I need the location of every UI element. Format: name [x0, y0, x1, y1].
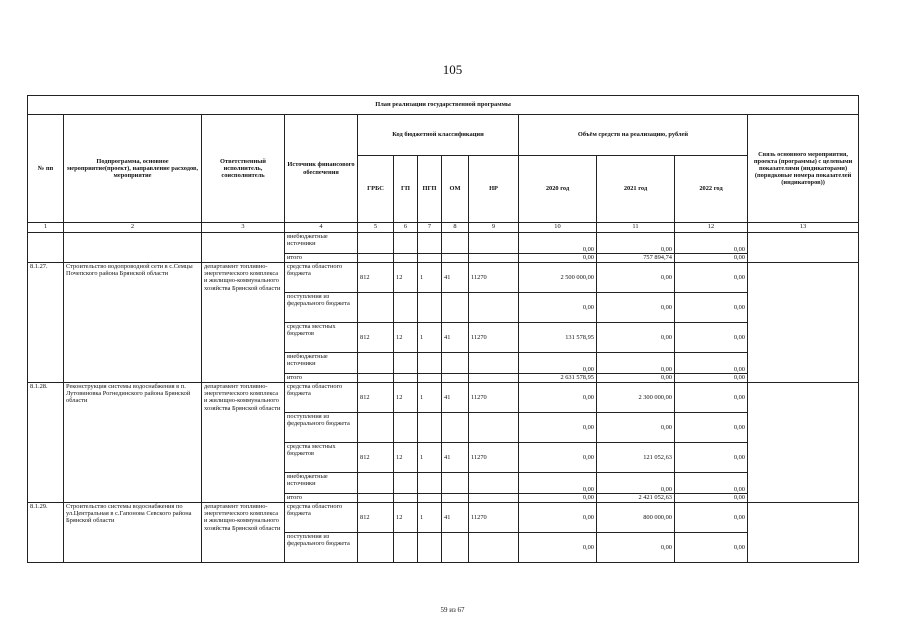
colnum: 9: [469, 223, 519, 233]
header-pgp: ПГП: [418, 156, 442, 223]
value-2020: 0,00: [519, 233, 597, 254]
item-name: Строительство системы водоснабжения по ул.Центральная в с.Гапонова Севского района Брянской области: [64, 503, 202, 563]
value-2022: 0,00: [675, 254, 748, 263]
table-row: [28, 503, 859, 533]
header-gp: ГП: [394, 156, 418, 223]
gp-cell: 12: [394, 443, 418, 473]
header-indicators: Связь основного мероприятия, проекта (программы) с целевыми показателями (индикаторами) (порядковые номера показателей (индикаторов)): [748, 115, 859, 223]
np-cell: 11270: [469, 263, 519, 293]
grbs-cell: 812: [358, 503, 394, 533]
colnum: 5: [358, 223, 394, 233]
colnum: 10: [519, 223, 597, 233]
colnum: 1: [28, 223, 64, 233]
item-number: 8.1.28.: [28, 383, 64, 503]
header-2021: 2021 год: [597, 156, 675, 223]
header-grbs: ГРБС: [358, 156, 394, 223]
colnum: 6: [394, 223, 418, 233]
value-2021: 0,00: [597, 473, 675, 494]
value-2022: 0,00: [675, 503, 748, 533]
value-2020: 131 578,95: [519, 323, 597, 353]
gp-cell: 12: [394, 323, 418, 353]
header-2020: 2020 год: [519, 156, 597, 223]
value-2020: 2 500 000,00: [519, 263, 597, 293]
value-2022: 0,00: [675, 533, 748, 563]
np-cell: 11270: [469, 503, 519, 533]
value-2022: 0,00: [675, 293, 748, 323]
header-row-1: [28, 115, 859, 156]
value-2022: 0,00: [675, 374, 748, 383]
grbs-cell: 812: [358, 443, 394, 473]
value-2020: 0,00: [519, 533, 597, 563]
value-2022: 0,00: [675, 323, 748, 353]
value-2021: 0,00: [597, 374, 675, 383]
table-title: План реализации государственной программы: [28, 96, 859, 115]
grbs-cell: 812: [358, 383, 394, 413]
source-cell: поступления из федерального бюджета: [285, 533, 358, 563]
table-row: [28, 263, 859, 293]
value-2020: 0,00: [519, 413, 597, 443]
item-name: Строительство водопроводной сети в с.Семцы Почепского района Брянской области: [64, 263, 202, 383]
item-number: 8.1.29.: [28, 503, 64, 563]
source-cell: средства местных бюджетов: [285, 323, 358, 353]
header-source: Источник финансового обеспечения: [285, 115, 358, 223]
value-2021: 0,00: [597, 353, 675, 374]
item-responsible: департамент топливно-энергетического комплекса и жилищно-коммунального хозяйства Брянской области: [202, 383, 285, 503]
header-responsible: Ответственный исполнитель, соисполнитель: [202, 115, 285, 223]
colnum: 4: [285, 223, 358, 233]
value-2020: 2 631 578,95: [519, 374, 597, 383]
value-2021: 757 894,74: [597, 254, 675, 263]
colnum: 2: [64, 223, 202, 233]
header-name: Подпрограмма, основное мероприятие(проект), направление расходов, мероприятие: [64, 115, 202, 223]
source-cell: средства областного бюджета: [285, 503, 358, 533]
colnum: 11: [597, 223, 675, 233]
value-2020: 0,00: [519, 254, 597, 263]
value-2022: 0,00: [675, 473, 748, 494]
np-cell: 11270: [469, 323, 519, 353]
np-cell: 11270: [469, 443, 519, 473]
value-2021: 800 000,00: [597, 503, 675, 533]
plan-table: [27, 95, 859, 563]
value-2020: 0,00: [519, 353, 597, 374]
colnum: 3: [202, 223, 285, 233]
source-cell: средства местных бюджетов: [285, 443, 358, 473]
value-2022: 0,00: [675, 263, 748, 293]
value-2020: 0,00: [519, 494, 597, 503]
np-cell: 11270: [469, 383, 519, 413]
table-row: [28, 383, 859, 413]
value-2021: 0,00: [597, 233, 675, 254]
colnum: 13: [748, 223, 859, 233]
item-responsible: департамент топливно-энергетического комплекса и жилищно-коммунального хозяйства Брянской области: [202, 503, 285, 563]
source-cell: итого: [285, 374, 358, 383]
value-2021: 2 421 052,63: [597, 494, 675, 503]
footer-page-count: 59 из 67: [440, 606, 465, 614]
value-2022: 0,00: [675, 383, 748, 413]
source-cell: внебюджетные источники: [285, 233, 358, 254]
header-no: № пп: [28, 115, 64, 223]
item-number: 8.1.27.: [28, 263, 64, 383]
table-title-row: [28, 96, 859, 115]
om-cell: 41: [442, 263, 469, 293]
source-cell: итого: [285, 494, 358, 503]
header-2022: 2022 год: [675, 156, 748, 223]
grbs-cell: 812: [358, 263, 394, 293]
om-cell: 41: [442, 443, 469, 473]
gp-cell: 12: [394, 263, 418, 293]
page-number: 105: [442, 62, 463, 77]
om-cell: 41: [442, 323, 469, 353]
source-cell: средства областного бюджета: [285, 263, 358, 293]
value-2022: 0,00: [675, 494, 748, 503]
value-2021: 0,00: [597, 533, 675, 563]
value-2021: 0,00: [597, 413, 675, 443]
table-row: [28, 233, 859, 254]
value-2022: 0,00: [675, 443, 748, 473]
value-2021: 0,00: [597, 293, 675, 323]
source-cell: средства областного бюджета: [285, 383, 358, 413]
value-2020: 0,00: [519, 503, 597, 533]
om-cell: 41: [442, 383, 469, 413]
colnum: 12: [675, 223, 748, 233]
item-name: Реконструкция системы водоснабжения в п. Лутовиновка Рогнединского района Брянской области: [64, 383, 202, 503]
pgp-cell: 1: [418, 503, 442, 533]
pgp-cell: 1: [418, 263, 442, 293]
header-om: ОМ: [442, 156, 469, 223]
source-cell: итого: [285, 254, 358, 263]
value-2022: 0,00: [675, 233, 748, 254]
source-cell: внебюджетные источники: [285, 353, 358, 374]
value-2020: 0,00: [519, 383, 597, 413]
gp-cell: 12: [394, 383, 418, 413]
value-2021: 2 300 000,00: [597, 383, 675, 413]
value-2022: 0,00: [675, 413, 748, 443]
source-cell: поступления из федерального бюджета: [285, 413, 358, 443]
pgp-cell: 1: [418, 323, 442, 353]
value-2022: 0,00: [675, 353, 748, 374]
source-cell: внебюджетные источники: [285, 473, 358, 494]
gp-cell: 12: [394, 503, 418, 533]
colnum: 7: [418, 223, 442, 233]
source-cell: поступления из федерального бюджета: [285, 293, 358, 323]
header-budget-code: Код бюджетной классификации: [358, 115, 519, 156]
value-2020: 0,00: [519, 443, 597, 473]
column-numbers-row: [28, 223, 859, 233]
colnum: 8: [442, 223, 469, 233]
item-responsible: департамент топливно-энергетического комплекса и жилищно-коммунального хозяйства Брянской области: [202, 263, 285, 383]
value-2021: 0,00: [597, 263, 675, 293]
pgp-cell: 1: [418, 443, 442, 473]
value-2020: 0,00: [519, 293, 597, 323]
grbs-cell: 812: [358, 323, 394, 353]
value-2021: 121 052,63: [597, 443, 675, 473]
pgp-cell: 1: [418, 383, 442, 413]
value-2020: 0,00: [519, 473, 597, 494]
value-2021: 0,00: [597, 323, 675, 353]
om-cell: 41: [442, 503, 469, 533]
header-volume: Объём средств на реализацию, рублей: [519, 115, 748, 156]
header-np: НР: [469, 156, 519, 223]
